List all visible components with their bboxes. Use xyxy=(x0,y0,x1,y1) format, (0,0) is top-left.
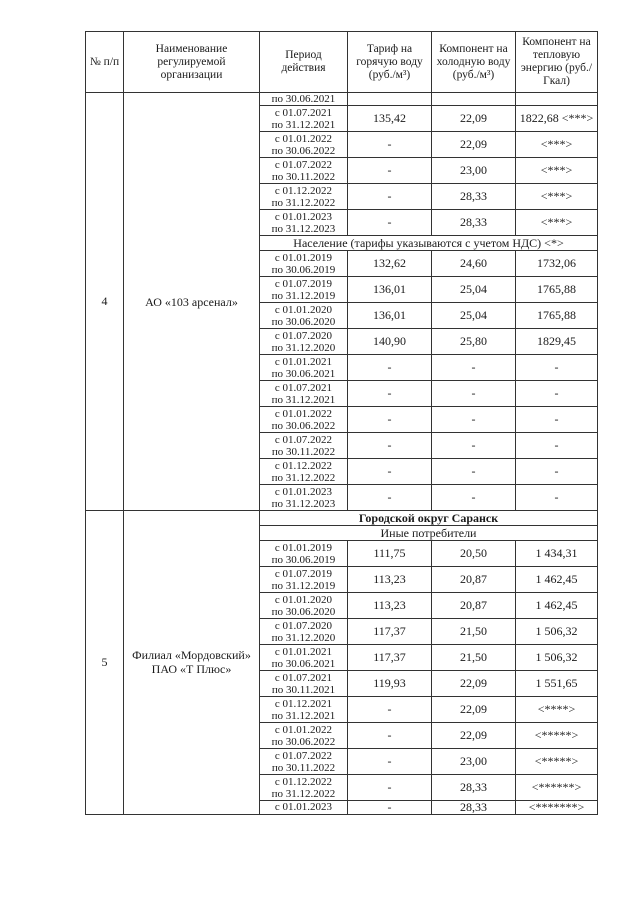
cold-water-component xyxy=(432,93,516,106)
period-cell xyxy=(260,567,348,593)
hot-water-tariff: 117,37 xyxy=(348,619,432,645)
cold-water-component: 22,09 xyxy=(432,723,516,749)
period-start: с 01.07.2021 xyxy=(274,106,333,119)
heat-component: 1765,88 xyxy=(516,277,598,303)
cold-water-component: 21,50 xyxy=(432,645,516,671)
hot-water-tariff: 111,75 xyxy=(348,541,432,567)
hot-water-tariff: - xyxy=(348,485,432,511)
period-end: по 30.11.2022 xyxy=(271,170,336,183)
period-end: по 31.12.2021 xyxy=(271,393,336,406)
period-cell xyxy=(260,106,348,132)
heat-component: - xyxy=(516,459,598,485)
period-cell xyxy=(260,251,348,277)
heat-component: 1 506,32 xyxy=(516,619,598,645)
period-cell xyxy=(260,775,348,801)
period-cell xyxy=(260,407,348,433)
section-heading: Городской округ Саранск xyxy=(260,511,598,526)
hot-water-tariff: - xyxy=(348,697,432,723)
hot-water-tariff: - xyxy=(348,775,432,801)
section-heading: Иные потребители xyxy=(260,526,598,541)
period-end: по 31.12.2022 xyxy=(271,471,336,484)
period-start: с 01.01.2019 xyxy=(274,251,333,264)
period-end: по 30.11.2021 xyxy=(271,683,336,696)
heat-component: <*******> xyxy=(516,801,598,815)
cold-water-component: 28,33 xyxy=(432,184,516,210)
period-cell xyxy=(260,697,348,723)
period-start: с 01.01.2023 xyxy=(274,210,333,223)
hot-water-tariff: 119,93 xyxy=(348,671,432,697)
cold-water-component: 25,04 xyxy=(432,277,516,303)
heat-component xyxy=(516,93,598,106)
period-end: по 30.06.2022 xyxy=(271,735,336,748)
period-end: по 30.06.2019 xyxy=(271,263,336,276)
period-end: по 30.06.2021 xyxy=(271,367,336,380)
period-end: по 30.11.2022 xyxy=(271,761,336,774)
period-cell xyxy=(260,329,348,355)
heat-component: <******> xyxy=(516,775,598,801)
heat-component: <*****> xyxy=(516,723,598,749)
period-start: с 01.01.2020 xyxy=(274,593,333,606)
header-period: Период действия xyxy=(260,32,348,93)
organization-name: АО «103 арсенал» xyxy=(124,93,260,511)
heat-component: - xyxy=(516,485,598,511)
organization-name: Филиал «Мордовский» ПАО «Т Плюс» xyxy=(124,511,260,815)
cold-water-component: - xyxy=(432,433,516,459)
heat-component: - xyxy=(516,433,598,459)
period-start: с 01.01.2020 xyxy=(274,303,333,316)
cold-water-component: 21,50 xyxy=(432,619,516,645)
period-start: с 01.07.2020 xyxy=(274,619,333,632)
hot-water-tariff: 135,42 xyxy=(348,106,432,132)
hot-water-tariff: - xyxy=(348,158,432,184)
heat-component: 1 434,31 xyxy=(516,541,598,567)
period-start: с 01.01.2019 xyxy=(274,541,333,554)
period-start: с 01.01.2022 xyxy=(274,407,333,420)
period-end: по 30.11.2022 xyxy=(271,445,336,458)
cold-water-component: 22,09 xyxy=(432,697,516,723)
period-end: по 30.06.2019 xyxy=(271,553,336,566)
hot-water-tariff: - xyxy=(348,381,432,407)
tariff-table xyxy=(85,31,598,815)
period-cell xyxy=(260,645,348,671)
row-number: 5 xyxy=(86,511,124,815)
period-cell xyxy=(260,459,348,485)
heat-component: <***> xyxy=(516,210,598,236)
period-start: с 01.12.2021 xyxy=(274,697,333,710)
period-end: по 30.06.2022 xyxy=(271,419,336,432)
hot-water-tariff: 140,90 xyxy=(348,329,432,355)
cold-water-component: - xyxy=(432,407,516,433)
cold-water-component: 20,87 xyxy=(432,593,516,619)
period-start: с 01.12.2022 xyxy=(274,459,333,472)
hot-water-tariff: 113,23 xyxy=(348,593,432,619)
heat-component: 1822,68 <***> xyxy=(516,106,598,132)
period-end: по 30.06.2021 xyxy=(271,657,336,670)
hot-water-tariff: 132,62 xyxy=(348,251,432,277)
cold-water-component: 28,33 xyxy=(432,775,516,801)
cold-water-component: - xyxy=(432,459,516,485)
period-start: с 01.01.2021 xyxy=(274,355,333,368)
heat-component: <*****> xyxy=(516,749,598,775)
heat-component: 1732,06 xyxy=(516,251,598,277)
hot-water-tariff: - xyxy=(348,801,432,815)
hot-water-tariff: - xyxy=(348,210,432,236)
period-cell xyxy=(260,749,348,775)
cold-water-component: - xyxy=(432,355,516,381)
header-heat: Компонент на тепловую энергию (руб./Гкал) xyxy=(516,32,598,93)
period-cell xyxy=(260,132,348,158)
period-cell xyxy=(260,303,348,329)
period-start: с 01.07.2022 xyxy=(274,158,333,171)
hot-water-tariff: 136,01 xyxy=(348,277,432,303)
period-cell xyxy=(260,355,348,381)
period-cell xyxy=(260,723,348,749)
hot-water-tariff: - xyxy=(348,184,432,210)
cold-water-component: 23,00 xyxy=(432,749,516,775)
hot-water-tariff: - xyxy=(348,433,432,459)
period-start: по 30.06.2021 xyxy=(271,93,336,105)
cold-water-component: 22,09 xyxy=(432,106,516,132)
heat-component: 1765,88 xyxy=(516,303,598,329)
period-end: по 31.12.2021 xyxy=(271,118,336,131)
hot-water-tariff: - xyxy=(348,459,432,485)
period-end: по 30.06.2022 xyxy=(271,144,336,157)
period-end: по 31.12.2021 xyxy=(271,709,336,722)
period-start: с 01.01.2023 xyxy=(274,801,333,814)
period-cell xyxy=(260,433,348,459)
table-row xyxy=(86,93,598,106)
period-end: по 31.12.2023 xyxy=(271,497,336,510)
period-end: по 30.06.2020 xyxy=(271,315,336,328)
cold-water-component: 25,80 xyxy=(432,329,516,355)
hot-water-tariff: - xyxy=(348,723,432,749)
heat-component: 1829,45 xyxy=(516,329,598,355)
heat-component: 1 462,45 xyxy=(516,567,598,593)
period-start: с 01.07.2022 xyxy=(274,433,333,446)
heat-component: <***> xyxy=(516,184,598,210)
section-row xyxy=(86,511,598,526)
cold-water-component: - xyxy=(432,485,516,511)
period-cell xyxy=(260,485,348,511)
period-cell xyxy=(260,184,348,210)
cold-water-component: 20,87 xyxy=(432,567,516,593)
period-start: с 01.01.2023 xyxy=(274,485,333,498)
cold-water-component: - xyxy=(432,381,516,407)
hot-water-tariff xyxy=(348,93,432,106)
period-end: по 31.12.2022 xyxy=(271,787,336,800)
period-start: с 01.07.2021 xyxy=(274,381,333,394)
header-row xyxy=(86,32,598,93)
cold-water-component: 20,50 xyxy=(432,541,516,567)
period-start: с 01.07.2019 xyxy=(274,277,333,290)
period-start: с 01.07.2019 xyxy=(274,567,333,580)
hot-water-tariff: - xyxy=(348,407,432,433)
period-cell xyxy=(260,801,348,815)
cold-water-component: 22,09 xyxy=(432,132,516,158)
period-end: по 30.06.2020 xyxy=(271,605,336,618)
period-start: с 01.01.2021 xyxy=(274,645,333,658)
hot-water-tariff: - xyxy=(348,132,432,158)
period-cell xyxy=(260,593,348,619)
period-cell xyxy=(260,210,348,236)
period-cell xyxy=(260,93,348,106)
cold-water-component: 28,33 xyxy=(432,801,516,815)
hot-water-tariff: - xyxy=(348,355,432,381)
period-start: с 01.01.2022 xyxy=(274,723,333,736)
hot-water-tariff: 117,37 xyxy=(348,645,432,671)
row-number: 4 xyxy=(86,93,124,511)
period-start: с 01.07.2020 xyxy=(274,329,333,342)
section-heading: Население (тарифы указываются с учетом НДС) <*> xyxy=(260,236,598,251)
heat-component: 1 506,32 xyxy=(516,645,598,671)
period-end: по 31.12.2020 xyxy=(271,631,336,644)
heat-component: 1 551,65 xyxy=(516,671,598,697)
period-cell xyxy=(260,541,348,567)
cold-water-component: 24,60 xyxy=(432,251,516,277)
period-start: с 01.01.2022 xyxy=(274,132,333,145)
hot-water-tariff: 136,01 xyxy=(348,303,432,329)
header-org: Наименование регулируемой организации xyxy=(124,32,260,93)
period-end: по 31.12.2019 xyxy=(271,579,336,592)
cold-water-component: 25,04 xyxy=(432,303,516,329)
cold-water-component: 22,09 xyxy=(432,671,516,697)
heat-component: 1 462,45 xyxy=(516,593,598,619)
heat-component: - xyxy=(516,355,598,381)
period-cell xyxy=(260,619,348,645)
period-end: по 31.12.2023 xyxy=(271,222,336,235)
hot-water-tariff: - xyxy=(348,749,432,775)
period-end: по 31.12.2020 xyxy=(271,341,336,354)
hot-water-tariff: 113,23 xyxy=(348,567,432,593)
heat-component: - xyxy=(516,407,598,433)
heat-component: <****> xyxy=(516,697,598,723)
cold-water-component: 23,00 xyxy=(432,158,516,184)
period-start: с 01.07.2022 xyxy=(274,749,333,762)
header-hot-water: Тариф на горячую воду (руб./м³) xyxy=(348,32,432,93)
period-start: с 01.07.2021 xyxy=(274,671,333,684)
period-end: по 31.12.2022 xyxy=(271,196,336,209)
period-end: по 31.12.2019 xyxy=(271,289,336,302)
heat-component: - xyxy=(516,381,598,407)
header-num: № п/п xyxy=(86,32,124,93)
heat-component: <***> xyxy=(516,132,598,158)
period-start: с 01.12.2022 xyxy=(274,184,333,197)
cold-water-component: 28,33 xyxy=(432,210,516,236)
heat-component: <***> xyxy=(516,158,598,184)
period-start: с 01.12.2022 xyxy=(274,775,333,788)
period-cell xyxy=(260,277,348,303)
period-cell xyxy=(260,158,348,184)
period-cell xyxy=(260,671,348,697)
header-cold-water: Компонент на холодную воду (руб./м³) xyxy=(432,32,516,93)
period-cell xyxy=(260,381,348,407)
